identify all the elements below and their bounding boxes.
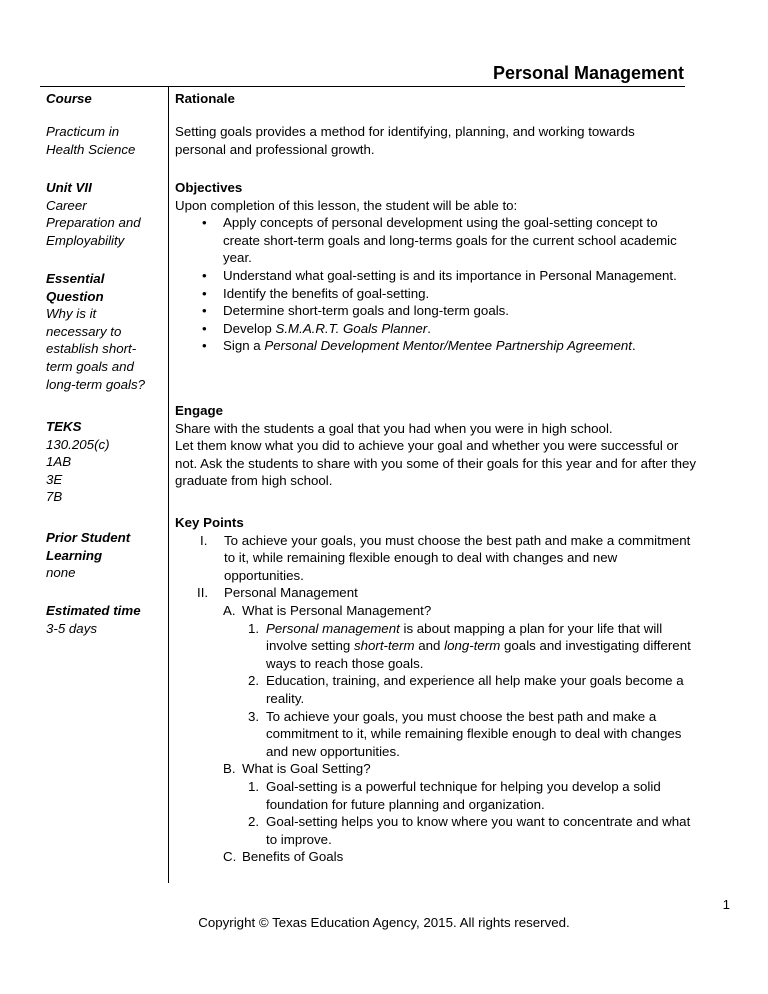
rationale-text: Setting goals provides a method for identifying, planning, and working towards personal and professional growth.	[175, 124, 635, 157]
list-item: • Understand what goal-setting is and its importance in Personal Management.	[202, 267, 677, 283]
list-item: • Sign a Personal Development Mentor/Mentee Partnership Agreement.	[202, 338, 636, 354]
list-item: II. Personal Management	[197, 585, 358, 601]
key-points-section	[175, 514, 697, 866]
list-item: C. Benefits of Goals	[223, 849, 344, 865]
objectives-heading: Objectives	[175, 180, 243, 195]
engage-heading: Engage	[175, 403, 224, 418]
page-title: Personal Management	[492, 63, 684, 83]
unit-value: Career Preparation and Employability	[46, 197, 141, 248]
prior-learning-label: Prior Student Learning	[46, 530, 131, 563]
objectives-intro: Upon completion of this lesson, the student will be able to:	[175, 197, 518, 213]
essential-question-label: Essential Question	[46, 271, 105, 304]
list-item: • Develop S.M.A.R.T. Goals Planner.	[202, 320, 431, 336]
list-item: 2. Education, training, and experience all help make your goals become a reality.	[248, 673, 684, 706]
objectives-list	[175, 214, 695, 355]
essential-question-value: Why is it necessary to establish short-term goals and long-term goals?	[46, 306, 146, 392]
list-item: 3. To achieve your goals, you must choose the best path and make a commitment to it, while remaining flexible enough to deal with changes and new opportunities.	[248, 708, 682, 759]
list-item: I. To achieve your goals, you must choose the best path and make a commitment to it, while remaining flexible enough to deal with changes and new opportunities.	[200, 532, 691, 583]
list-item: B. What is Goal Setting?	[223, 761, 371, 777]
unit-label: Unit VII	[46, 180, 92, 195]
list-item: A. What is Personal Management?	[223, 602, 432, 618]
engage-line1: Share with the students a goal that you had when you were in high school.	[175, 420, 613, 436]
list-item: • Determine short-term goals and long-term goals.	[202, 303, 510, 319]
list-item: • Identify the benefits of goal-setting.	[202, 285, 430, 301]
key-points-heading: Key Points	[175, 515, 244, 530]
list-item: 2. Goal-setting helps you to know where you want to concentrate and what to improve.	[248, 814, 691, 847]
teks-value: 1AB	[46, 454, 72, 470]
course-label: Course	[46, 91, 92, 106]
teks-value: 3E	[46, 471, 63, 487]
list-item: • Apply concepts of personal development using the goal-setting concept to create short-term goals and long-terms goals for the current school academic year.	[202, 215, 677, 266]
engage-line2: Let them know what you did to achieve your goal and whether you were successful or not. Ask the students to share with you some of their goals for this year and for after they graduate from high school.	[175, 438, 697, 489]
prior-learning-value: none	[46, 565, 76, 581]
header-rule	[40, 86, 685, 87]
estimated-time-label: Estimated time	[46, 603, 141, 618]
teks-value: 130.205(c)	[46, 436, 110, 452]
page-number: 1	[722, 897, 730, 912]
copyright-footer: Copyright © Texas Education Agency, 2015. All rights reserved.	[198, 915, 570, 930]
list-item: 1. Goal-setting is a powerful technique for helping you develop a solid foundation for future planning and organization.	[248, 778, 661, 812]
course-value: Practicum in Health Science	[46, 124, 136, 157]
teks-value: 7B	[46, 489, 63, 505]
column-divider	[168, 86, 169, 883]
teks-label: TEKS	[46, 419, 82, 434]
list-item: 1. Personal management is about mapping a plan for your life that will involve setting short-term and long-term goals and investigating different ways to reach those goals.	[248, 620, 691, 671]
engage-section	[175, 402, 697, 490]
rationale-heading: Rationale	[175, 91, 235, 106]
estimated-time-value: 3-5 days	[46, 620, 97, 636]
objectives-section	[175, 179, 695, 355]
